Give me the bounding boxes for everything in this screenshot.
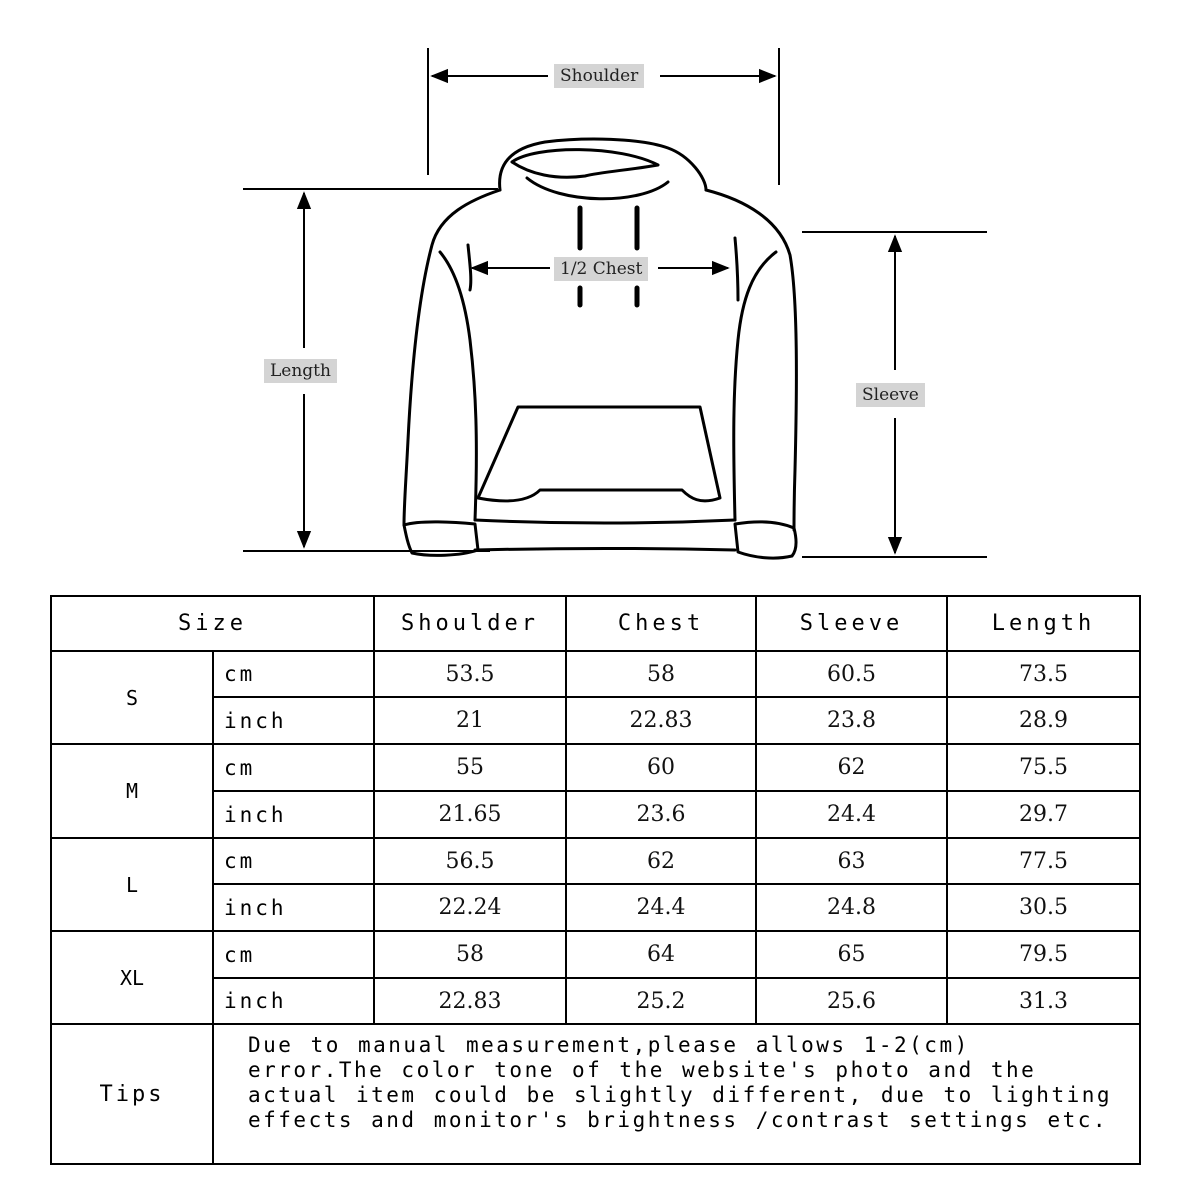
tips-text: Due to manual measurement,please allows 1-2(cm) error.The color tone of the website's photo and the actual item could be slightly different, due to lighting effects and monitor's brightness /contrast settings etc.: [213, 1024, 1140, 1164]
size-label-m: M: [51, 744, 213, 838]
header-shoulder: Shoulder: [374, 596, 566, 651]
cell-sleeve: 24.4: [756, 791, 947, 838]
length-label: Length: [264, 359, 337, 383]
cell-chest: 58: [566, 651, 756, 697]
cell-length: 30.5: [947, 884, 1140, 931]
size-label-s: S: [51, 651, 213, 744]
hoodie-icon: [404, 139, 796, 558]
cell-length: 73.5: [947, 651, 1140, 697]
hoodie-measurement-diagram: [0, 0, 1200, 580]
header-chest: Chest: [566, 596, 756, 651]
cell-chest: 24.4: [566, 884, 756, 931]
cell-chest: 62: [566, 838, 756, 884]
table-row: [51, 651, 1140, 697]
header-length: Length: [947, 596, 1140, 651]
header-size: Size: [51, 596, 374, 651]
cell-shoulder: 22.83: [374, 978, 566, 1024]
unit-inch: inch: [213, 884, 374, 931]
unit-inch: inch: [213, 978, 374, 1024]
table-row: [51, 791, 1140, 838]
cell-sleeve: 23.8: [756, 697, 947, 744]
cell-shoulder: 55: [374, 744, 566, 791]
cell-sleeve: 25.6: [756, 978, 947, 1024]
cell-length: 79.5: [947, 931, 1140, 978]
cell-shoulder: 53.5: [374, 651, 566, 697]
header-sleeve: Sleeve: [756, 596, 947, 651]
unit-cm: cm: [213, 744, 374, 791]
cell-length: 77.5: [947, 838, 1140, 884]
shoulder-label: Shoulder: [554, 64, 644, 88]
table-row: [51, 931, 1140, 978]
cell-sleeve: 63: [756, 838, 947, 884]
unit-cm: cm: [213, 651, 374, 697]
table-row: [51, 838, 1140, 884]
unit-cm: cm: [213, 838, 374, 884]
cell-chest: 64: [566, 931, 756, 978]
size-label-l: L: [51, 838, 213, 931]
size-label-xl: XL: [51, 931, 213, 1024]
table-row: [51, 697, 1140, 744]
tips-row: [51, 1024, 1140, 1164]
unit-cm: cm: [213, 931, 374, 978]
chest-label: 1/2 Chest: [554, 257, 648, 281]
cell-chest: 23.6: [566, 791, 756, 838]
cell-shoulder: 21.65: [374, 791, 566, 838]
cell-shoulder: 21: [374, 697, 566, 744]
cell-sleeve: 65: [756, 931, 947, 978]
cell-chest: 60: [566, 744, 756, 791]
tips-label: Tips: [51, 1024, 213, 1164]
cell-shoulder: 58: [374, 931, 566, 978]
table-row: [51, 744, 1140, 791]
cell-length: 75.5: [947, 744, 1140, 791]
size-chart-table: [50, 595, 1141, 1165]
cell-sleeve: 60.5: [756, 651, 947, 697]
cell-sleeve: 24.8: [756, 884, 947, 931]
cell-length: 31.3: [947, 978, 1140, 1024]
unit-inch: inch: [213, 791, 374, 838]
cell-length: 29.7: [947, 791, 1140, 838]
table-row: [51, 884, 1140, 931]
cell-chest: 22.83: [566, 697, 756, 744]
unit-inch: inch: [213, 697, 374, 744]
sleeve-label: Sleeve: [856, 383, 925, 407]
table-header-row: [51, 596, 1140, 651]
cell-chest: 25.2: [566, 978, 756, 1024]
cell-sleeve: 62: [756, 744, 947, 791]
cell-shoulder: 22.24: [374, 884, 566, 931]
table-row: [51, 978, 1140, 1024]
cell-length: 28.9: [947, 697, 1140, 744]
cell-shoulder: 56.5: [374, 838, 566, 884]
